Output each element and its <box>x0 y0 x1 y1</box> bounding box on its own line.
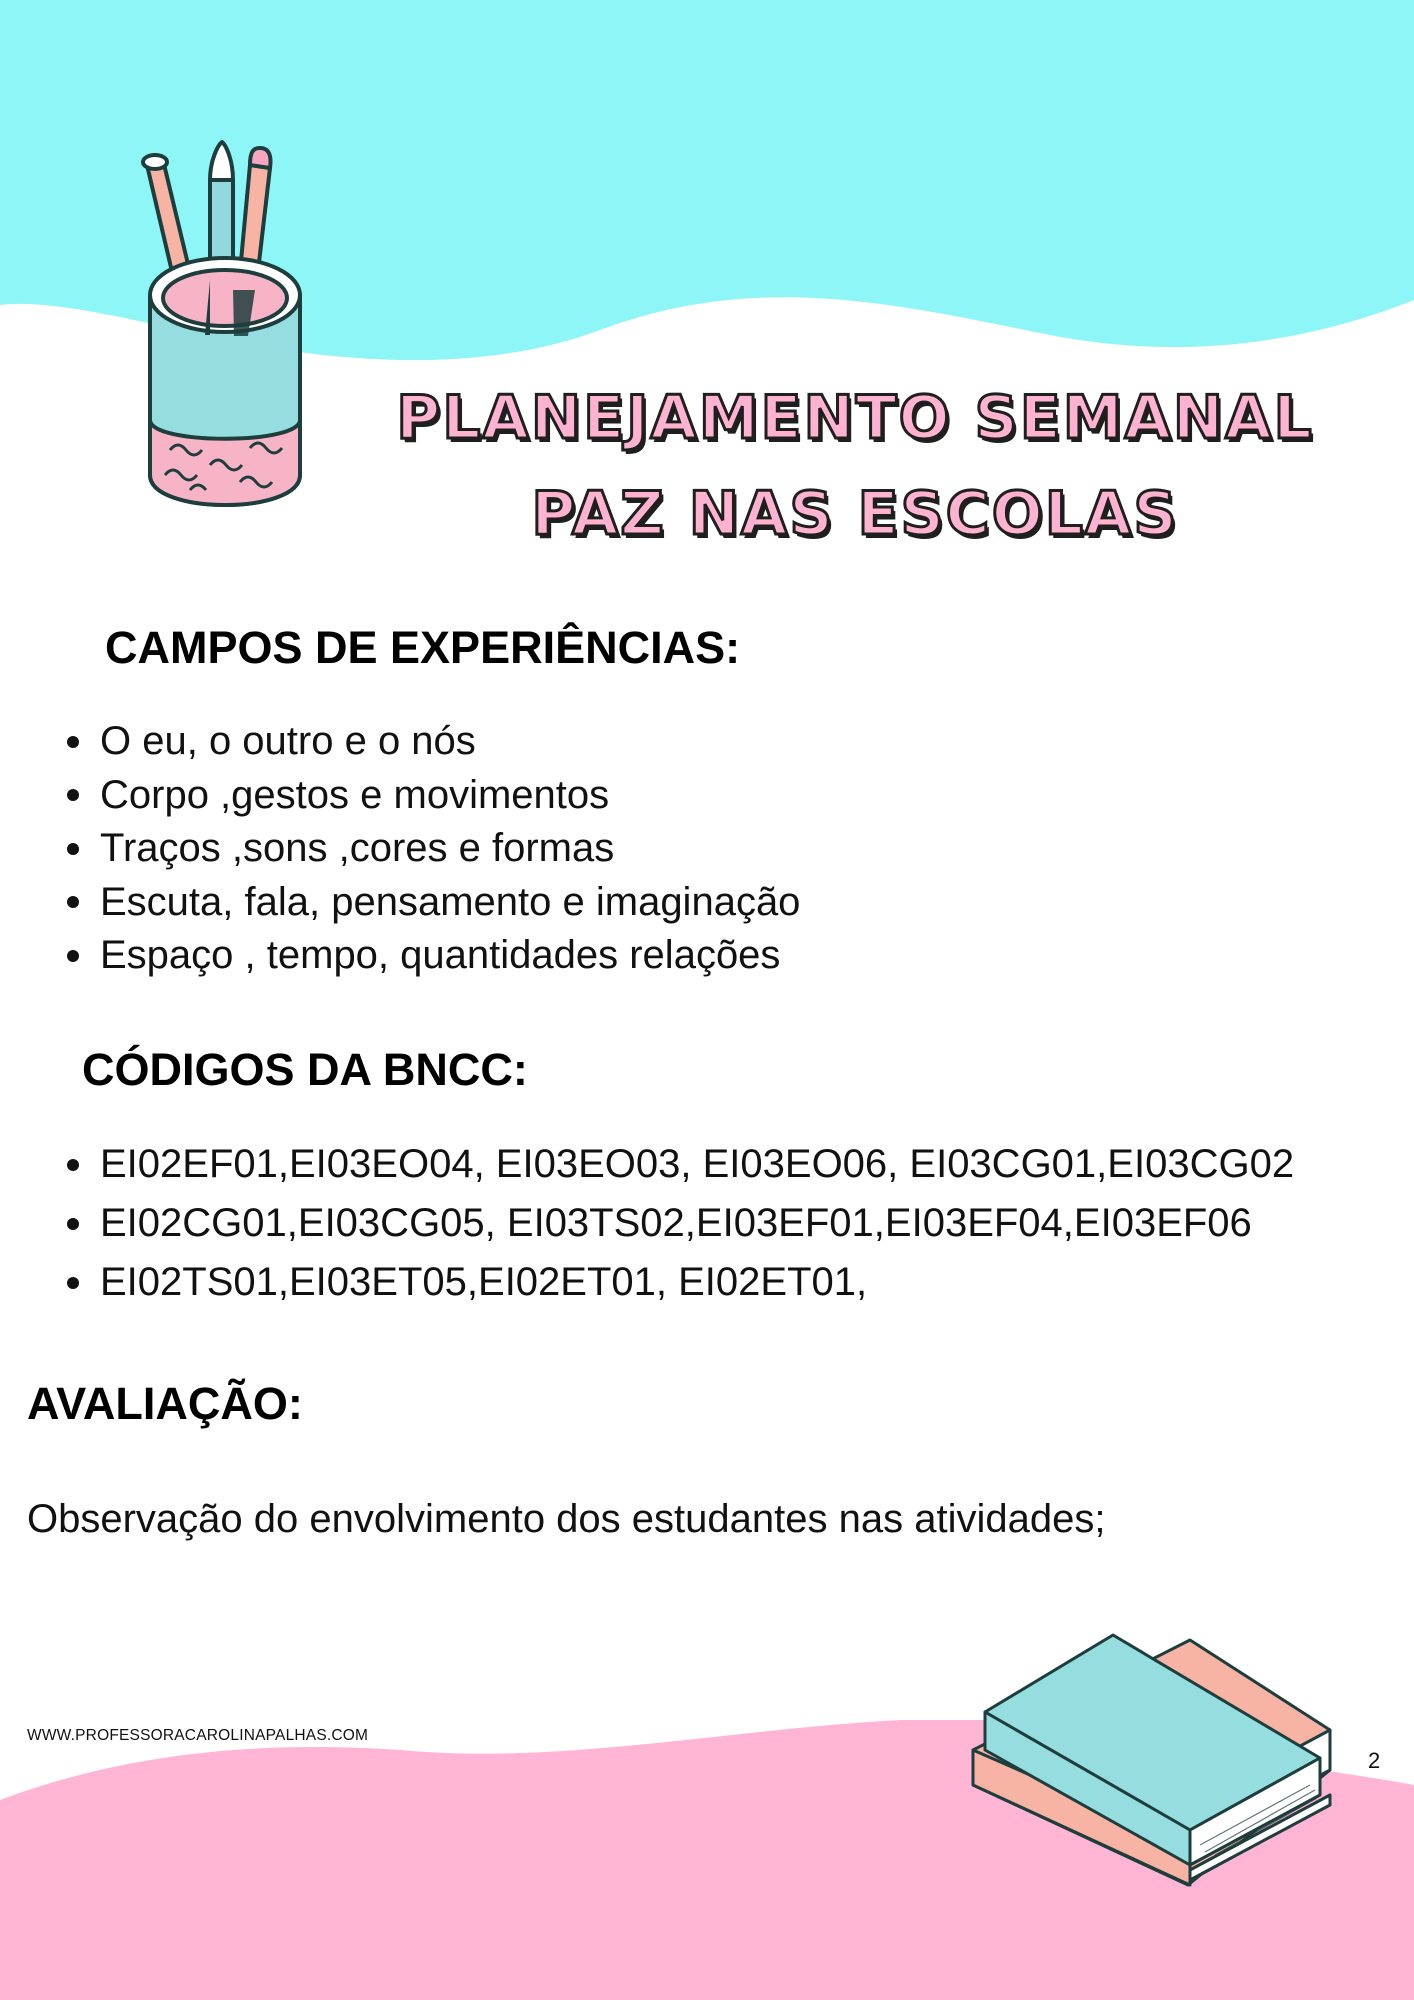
website-url: WWW.PROFESSORACAROLINAPALHAS.COM <box>27 1727 369 1744</box>
list-item: Traços ,sons ,cores e formas <box>27 822 800 876</box>
list-item: Espaço , tempo, quantidades relações <box>27 929 800 983</box>
page-title <box>360 370 1350 562</box>
list-item: EI02EF01,EI03EO04, EI03EO03, EI03EO06, EI03CG01,EI03CG02 <box>27 1135 1294 1194</box>
codigos-list <box>27 1135 1294 1312</box>
campos-heading: CAMPOS DE EXPERIÊNCIAS: <box>105 622 741 673</box>
avaliacao-text: Observação do envolvimento dos estudantes nas atividades; <box>27 1497 1106 1541</box>
page-number: 2 <box>1368 1748 1381 1773</box>
list-item: Escuta, fala, pensamento e imaginação <box>27 876 800 930</box>
list-item: EI02CG01,EI03CG05, EI03TS02,EI03EF01,EI03EF04,EI03EF06 <box>27 1194 1294 1253</box>
campos-list <box>27 715 800 983</box>
avaliacao-heading: AVALIAÇÃO: <box>27 1378 303 1429</box>
pencil-cup-icon <box>130 130 320 530</box>
title-line-1: PLANEJAMENTO SEMANAL <box>396 383 1314 453</box>
list-item: Corpo ,gestos e movimentos <box>27 769 800 823</box>
title-line-2: PAZ NAS ESCOLAS <box>531 479 1179 549</box>
list-item: EI02TS01,EI03ET05,EI02ET01, EI02ET01, <box>27 1253 1294 1312</box>
list-item: O eu, o outro e o nós <box>27 715 800 769</box>
codigos-heading: CÓDIGOS DA BNCC: <box>82 1044 528 1095</box>
books-icon <box>965 1630 1345 1920</box>
